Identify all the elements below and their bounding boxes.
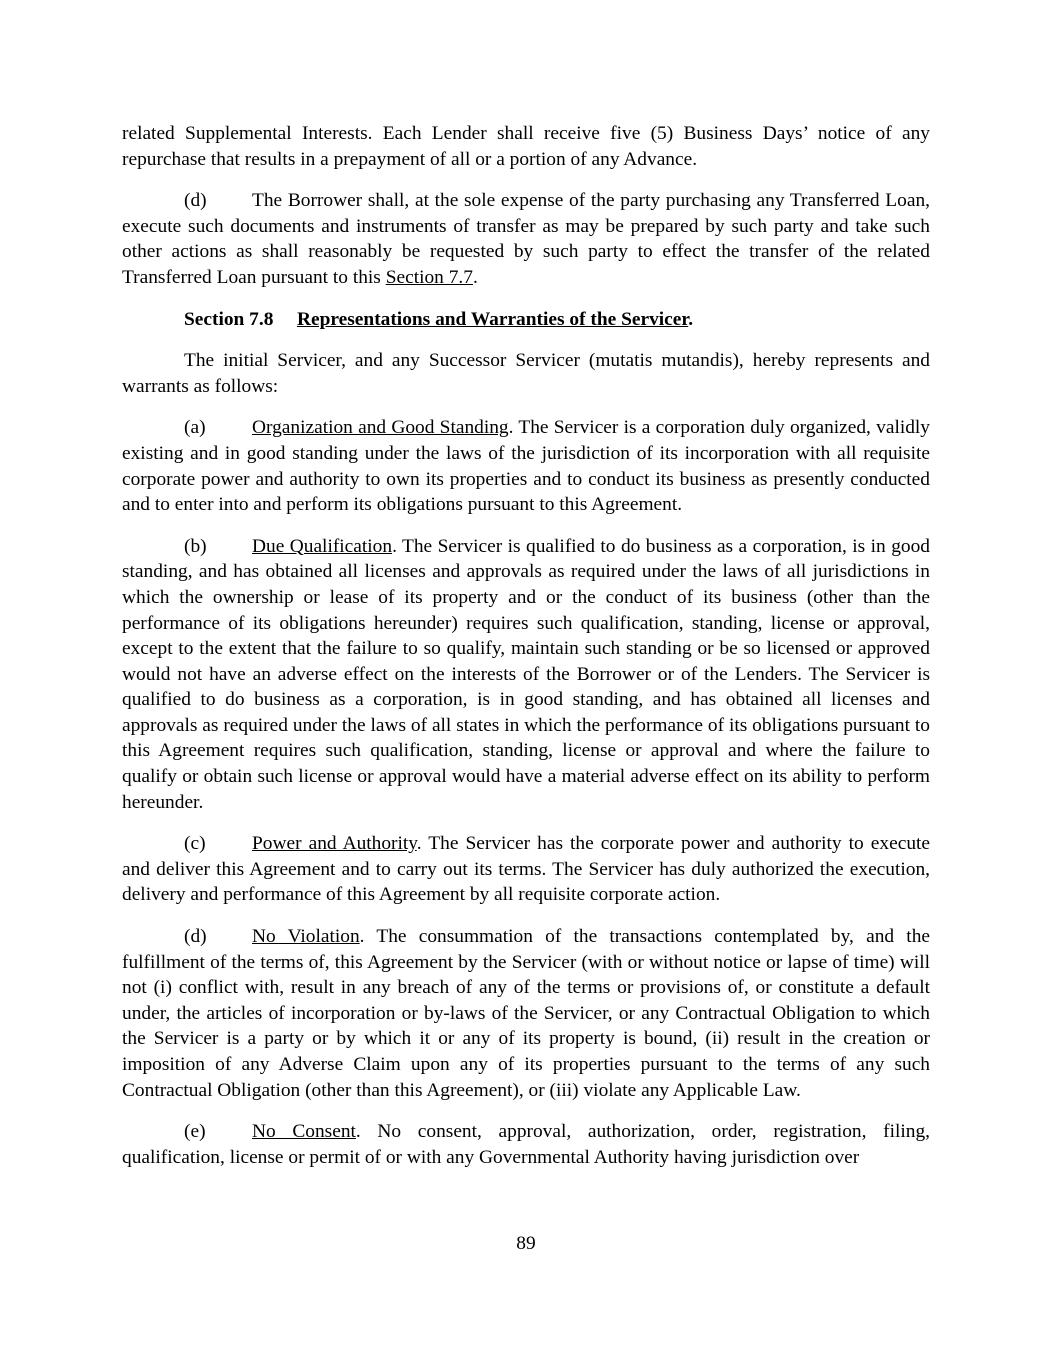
clause-label-c: (c) [184, 833, 206, 855]
clause-e-no-consent [122, 1119, 930, 1170]
clause-label-a: (a) [184, 417, 206, 439]
clause-label-d: (d) [184, 190, 207, 212]
paragraph-servicer-intro: The initial Servicer, and any Successor Servicer (mutatis mutandis), hereby represents and warrants as follows: [122, 350, 930, 397]
clause-d-text: The Borrower shall, at the sole expense of the party purchasing any Transferred Loan, execute such documents and instruments of transfer as may be prepared by such party and take such other actions as shall reasonably be requested by such party to effect the transfer of the related Transferred Loan pursuant to this [122, 190, 930, 288]
clause-a-organization [122, 415, 930, 517]
page-number: 89 [516, 1233, 536, 1254]
section-title-period: . [688, 308, 694, 330]
clause-label-d2: (d) [184, 926, 207, 948]
clause-b-due-qualification [122, 534, 930, 816]
section-7-7-reference: Section 7.7 [385, 266, 473, 288]
clause-label-b: (b) [184, 535, 207, 557]
section-7-8-heading [122, 307, 930, 333]
clause-d-text-end: . [472, 266, 478, 288]
clause-a-body: . The Servicer is a corporation duly organized, validly existing and in good standing under the laws of the jurisdiction of its incorporation with all requisite corporate power and authority to own its properties and to conduct its business as presently conducted and to enter into and perform its obligations pursuant to this Agreement. [122, 417, 931, 516]
clause-c-power-authority [122, 831, 930, 908]
clause-b-body: . The Servicer is qualified to do business as a corporation, is in good standing, and has obtained all licenses and approvals as required under the laws of all jurisdictions in which the ownership or lease of its property and or the conduct of its business (other than the performance of its obligations hereunder) requires such qualification, standing, license or approval, except to the extent that the failure to so qualify, maintain such standing or be so licensed or approved would not have an adverse effect on the interests of the Borrower or of the Lenders. The Servicer is qualified to do business as a corporation, is in good standing, and has obtained all licenses and approvals as required under the laws of all states in which the performance of its obligations pursuant to this Agreement requires such qualification, standing, license or approval and where the failure to qualify or obtain such license or approval would have a material adverse effect on its ability to perform hereunder. [122, 535, 930, 813]
clause-d-body: . The consummation of the transactions contemplated by, and the fulfillment of the terms of, this Agreement by the Servicer (with or without notice or lapse of time) will not (i) conflict with, result in any breach of any of the terms or provisions of, or constitute a default under, the articles of incorporation or by-laws of the Servicer, or any Contractual Obligation to which the Servicer is a party or by which it or any of its property is bound, (ii) result in the creation or imposition of any Adverse Claim upon any of its properties pursuant to the terms of any such Contractual Obligation (other than this Agreement), or (iii) violate any Applicable Law. [122, 926, 930, 1101]
clause-a-title: Organization and Good Standing [252, 417, 509, 439]
clause-e-body: . No consent, approval, authorization, order, registration, filing, qualification, license or permit of or with any Governmental Authority having jurisdiction over [122, 1121, 930, 1168]
clause-e-title: No Consent [252, 1121, 356, 1143]
paragraph-d-borrower-transfer [122, 188, 930, 290]
paragraph-repurchase-notice: related Supplemental Interests. Each Lender shall receive five (5) Business Days’ notice of any repurchase that results in a prepayment of all or a portion of any Advance. [122, 123, 930, 170]
clause-c-title: Power and Authority [252, 833, 417, 855]
clause-b-title: Due Qualification [252, 535, 393, 557]
clause-d-title: No Violation [252, 926, 360, 948]
section-title: Representations and Warranties of the Servicer [297, 308, 689, 330]
clause-label-e: (e) [184, 1121, 206, 1143]
clause-d-no-violation [122, 924, 930, 1103]
section-number: Section 7.8 [184, 308, 274, 330]
clause-c-body: . The Servicer has the corporate power and authority to execute and deliver this Agreement and to carry out its terms. The Servicer has duly authorized the execution, delivery and performance of this Agreement by all requisite corporate action. [122, 833, 931, 906]
